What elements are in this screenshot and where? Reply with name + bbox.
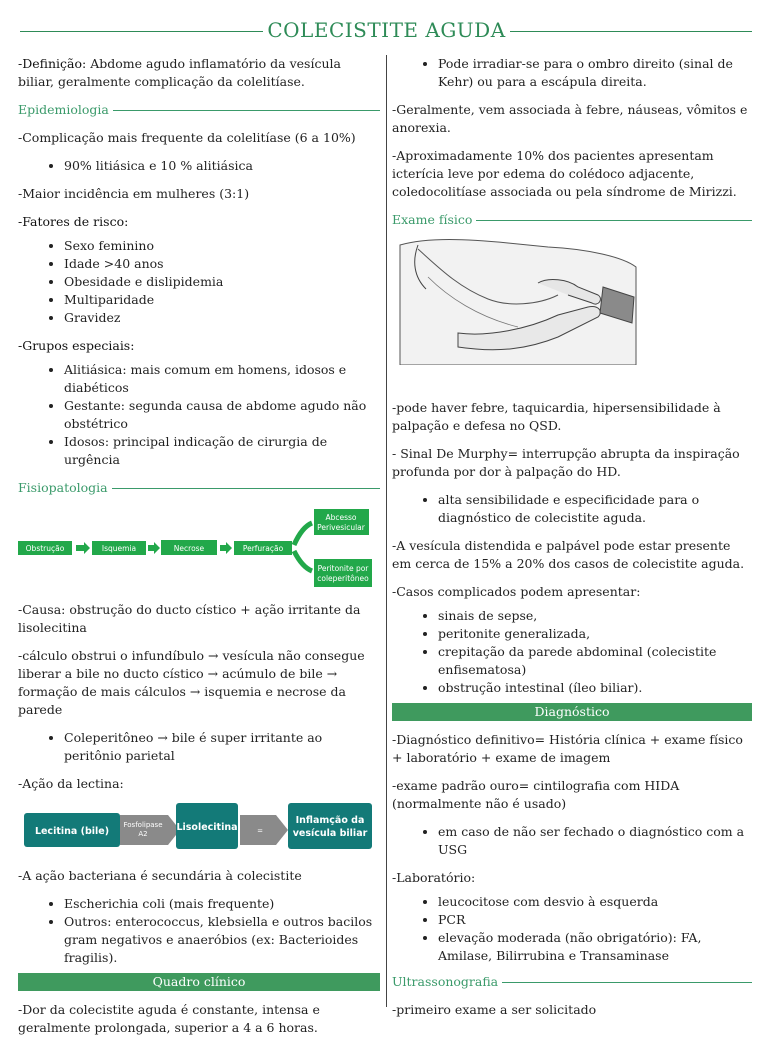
list-item: • alta sensibilidade e especificidade para o diagnóstico de colecistite aguda. [438, 491, 752, 527]
diag-definitivo [392, 731, 752, 767]
casos-label: -Casos complicados podem apresentar: [392, 584, 641, 599]
associada: -Geralmente, vem associada à febre, náuseas, vômitos e anorexia. [392, 102, 748, 135]
lectina-label-inflamacao: Inflamção da [295, 815, 365, 826]
lectina-arrow [240, 815, 288, 845]
column-divider [386, 55, 387, 1007]
murphy-illustration [398, 237, 638, 365]
grupos-list [18, 361, 380, 469]
casos-list [392, 607, 752, 697]
list-item: • Multiparidade [64, 291, 380, 309]
lectina-flowchart [18, 803, 380, 861]
laboratorio-label: -Laboratório: [392, 870, 476, 885]
lectina-label-fosfolipase: Fosfolipase [123, 821, 163, 829]
litiasica-list [18, 157, 380, 175]
list-item: • Obesidade e dislipidemia [64, 273, 380, 291]
section-epidemiologia [18, 101, 380, 121]
dor: -Dor da colecistite aguda é constante, intensa e geralmente prolongada, superior a 4 a 6 horas. [18, 1002, 320, 1035]
padrao-ouro [392, 777, 752, 813]
flow-label-necrose: Necrose [173, 544, 205, 553]
list-item: • elevação moderada (não obrigatório): FA, Amilase, Bilirrubina e Transaminase [438, 929, 752, 965]
list-item: • Idosos: principal indicação de cirurgia de urgência [64, 433, 380, 469]
flow-label-abcesso: Perivesicular [317, 523, 365, 532]
ictericia: -Aproximadamente 10% dos pacientes apresentam icterícia leve por edema do colédoco adjacente, coledocolitíase associada ou pela síndrome de Mirizzi. [392, 148, 737, 199]
list-item: • 90% litiásica e 10 % alitiásica [64, 157, 380, 175]
list-item: • Outros: enterococcus, klebsiella e outros bacilos gram negativos e anaeróbios (ex: Bacterioides fragilis). [64, 913, 380, 967]
bacterias-list [18, 895, 380, 967]
lectina-label-lisolecitina: Lisolecitina [176, 822, 238, 833]
list-item: • Sexo feminino [64, 237, 380, 255]
diag-definitivo-text: História clínica + exame físico + laboratório + exame de imagem [392, 732, 743, 765]
laboratorio-list [392, 893, 752, 965]
list-item: • crepitação da parede abdominal (colecistite enfisematosa) [438, 643, 752, 679]
list-item: • obstrução intestinal (íleo biliar). [438, 679, 752, 697]
lectina-label-fosfolipase: A2 [138, 830, 148, 838]
padrao-ouro-text: cintilografia com HIDA (normalmente não é usado) [392, 778, 680, 811]
maior-incidencia: -Maior incidência em mulheres (3:1) [18, 186, 250, 201]
list-item: • Idade >40 anos [64, 255, 380, 273]
list-item: • Pode irradiar-se para o ombro direito (sinal de Kehr) ou para a escápula direita. [438, 55, 752, 91]
primeiro-exame: -primeiro exame a ser solicitado [392, 1002, 597, 1017]
acao-bacteriana: -A ação bacteriana é secundária à colecistite [18, 868, 302, 883]
definicao [18, 55, 380, 91]
irradiar-list [392, 55, 752, 91]
acao-lectina: -Ação da lectina: [18, 776, 124, 791]
section-fisiopatologia [18, 479, 380, 499]
list-item: • em caso de não ser fechado o diagnóstico com a USG [438, 823, 752, 859]
flow-label-perfuracao: Perfuração [242, 544, 284, 553]
list-item: • Alitiásica: mais comum em homens, idosos e diabéticos [64, 361, 380, 397]
flow-label-abcesso: Abcesso [325, 513, 357, 522]
flow-label-peritonite: coleperitôneo [317, 574, 369, 583]
right-column [392, 55, 752, 1029]
definicao-label: -Definição: [18, 56, 87, 71]
fisiopatologia-flowchart [18, 503, 380, 595]
list-item: • Escherichia coli (mais frequente) [64, 895, 380, 913]
padrao-list [392, 823, 752, 859]
flow-arrow [220, 542, 232, 554]
section-exame-fisico-label: Exame físico [392, 212, 476, 227]
coleperitoneo-list [18, 729, 380, 765]
section-ultrassonografia [392, 973, 752, 993]
murphy-label: - Sinal De Murphy= [392, 446, 519, 461]
title-rule-left [20, 31, 263, 32]
lectina-arrow-fosfolipase [120, 815, 180, 845]
left-column [18, 55, 380, 1047]
lectina-label-arrow: = [257, 827, 263, 835]
lectina-label-lecitina: Lecitina (bile) [34, 826, 110, 837]
murphy-list [392, 491, 752, 527]
lectina-label-inflamacao: vesícula biliar [292, 828, 368, 839]
list-item: • Gravidez [64, 309, 380, 327]
section-exame-fisico [392, 211, 752, 231]
diag-definitivo-label: -Diagnóstico definitivo= [392, 732, 546, 747]
section-fisiopatologia-label: Fisiopatologia [18, 480, 112, 495]
flow-label-isquemia: Isquemia [101, 544, 137, 553]
fatores-list [18, 237, 380, 327]
list-item: • PCR [438, 911, 752, 929]
definicao-text: Abdome agudo inflamatório da vesícula biliar, geralmente complicação da colelitíase. [18, 56, 341, 89]
title-rule-right [510, 31, 752, 32]
page-title: COLECISTITE AGUDA [267, 18, 506, 42]
murphy [392, 445, 752, 481]
flow-arrow [76, 542, 90, 554]
list-item: • leucocitose com desvio à esquerda [438, 893, 752, 911]
calculo: -cálculo obstrui o infundíbulo → vesícula não consegue liberar a bile no ducto cístico → acúmulo de bile → formação de mais cálculos → isquemia e necrose da parede [18, 648, 365, 717]
murphy-text: interrupção abrupta da inspiração profunda por dor à palpação do HD. [392, 446, 740, 479]
padrao-ouro-label: -exame padrão ouro= [392, 778, 530, 793]
flow-arrow-down [294, 551, 312, 571]
vesicula: -A vesícula distendida e palpável pode estar presente em cerca de 15% a 20% dos casos de colecistite aguda. [392, 538, 745, 571]
title-row [20, 18, 752, 46]
list-item: • sinais de sepse, [438, 607, 752, 625]
flow-arrow-up [294, 523, 312, 545]
complicacao: -Complicação mais frequente da colelitíase (6 a 10%) [18, 130, 356, 145]
band-diagnostico: Diagnóstico [392, 703, 752, 721]
lectina-box-inflamacao [288, 803, 372, 849]
flow-arrow [148, 542, 160, 554]
list-item: • Coleperitôneo → bile é super irritante ao peritônio parietal [64, 729, 380, 765]
flow-label-obstrucao: Obstrução [25, 544, 65, 553]
band-quadro-clinico: Quadro clínico [18, 973, 380, 991]
list-item: • Gestante: segunda causa de abdome agudo não obstétrico [64, 397, 380, 433]
flow-label-peritonite: Peritonite por [317, 564, 369, 573]
list-item: • peritonite generalizada, [438, 625, 752, 643]
fatores-label: -Fatores de risco: [18, 214, 129, 229]
section-epidemiologia-label: Epidemiologia [18, 102, 113, 117]
grupos-label: -Grupos especiais: [18, 338, 135, 353]
section-ultrassonografia-label: Ultrassonografia [392, 974, 502, 989]
causa: -Causa: obstrução do ducto cístico + ação irritante da lisolecitina [18, 602, 361, 635]
febre: -pode haver febre, taquicardia, hipersensibilidade à palpação e defesa no QSD. [392, 400, 721, 433]
